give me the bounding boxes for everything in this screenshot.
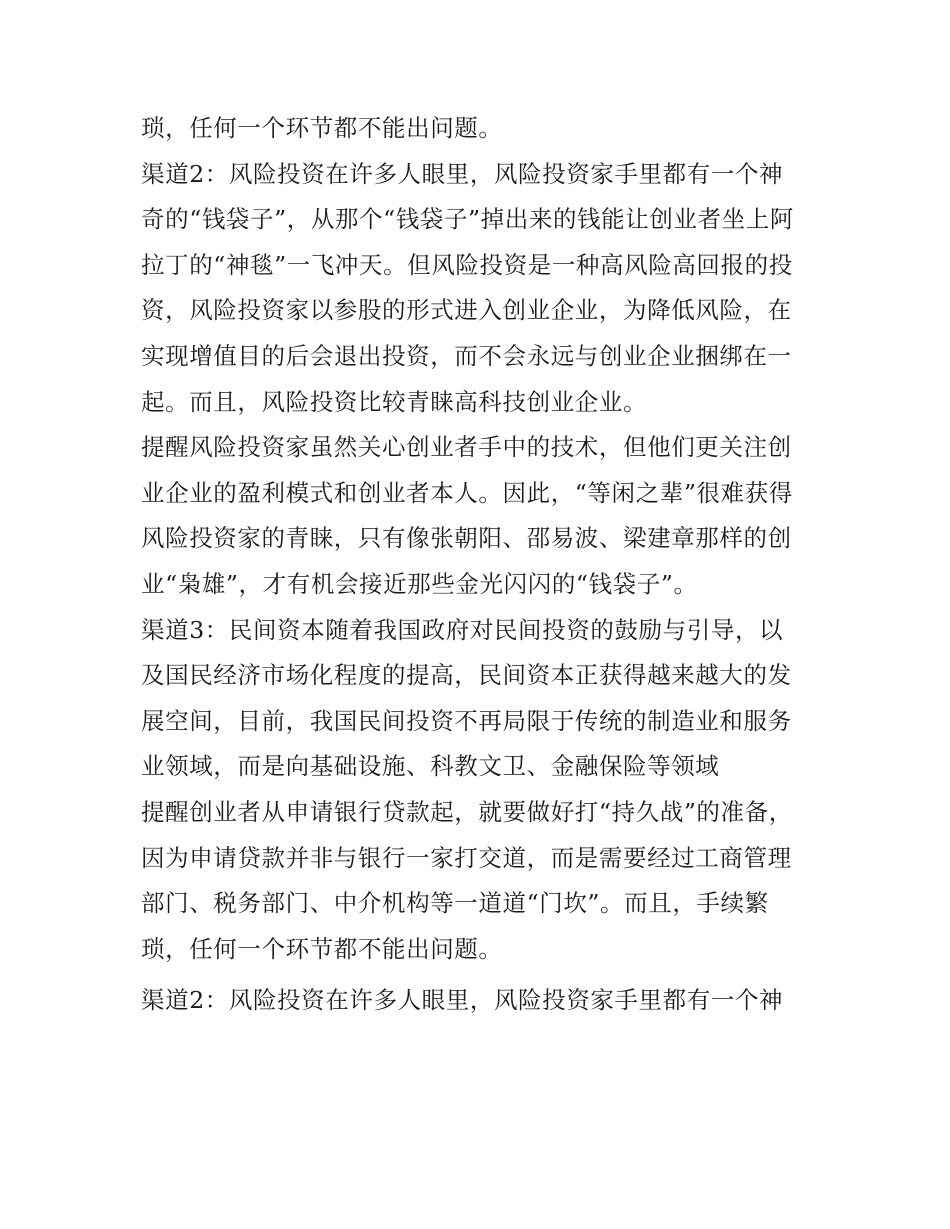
text-line: 奇的“钱袋子”，从那个“钱袋子”掉出来的钱能让创业者坐上阿 bbox=[141, 205, 794, 234]
text-line: 部门、税务部门、中介机构等一道道“门坎”。而且，手续繁 bbox=[141, 889, 769, 918]
document-body bbox=[141, 106, 821, 1024]
text-line: 琐，任何一个环节都不能出问题。 bbox=[141, 114, 503, 142]
text-line: 琐，任何一个环节都不能出问题。 bbox=[141, 934, 503, 963]
text-line: 渠道3：民间资本随着我国政府对民间投资的鼓励与引导，以 bbox=[141, 615, 784, 644]
text-line: 实现增值目的后会退出投资，而不会永远与创业企业捆绑在一 bbox=[141, 341, 792, 370]
text-line: 展空间，目前，我国民间投资不再局限于传统的制造业和服务 bbox=[141, 706, 792, 735]
text-line: 风险投资家的青睐，只有像张朝阳、邵易波、梁建章那样的创 bbox=[141, 524, 792, 553]
text-line: 拉丁的“神毯”一飞冲天。但风险投资是一种高风险高回报的投 bbox=[141, 250, 793, 279]
text-line: 业领域，而是向基础设施、科教文卫、金融保险等领域 bbox=[141, 752, 720, 781]
text-line: 业“枭雄”，才有机会接近那些金光闪闪的“钱袋子”。 bbox=[141, 569, 698, 598]
text-line: 资，风险投资家以参股的形式进入创业企业，为降低风险，在 bbox=[141, 296, 792, 325]
text-line: 提醒创业者从申请银行贷款起，就要做好打“持久战”的准备， bbox=[141, 797, 793, 826]
text-line: 因为申请贷款并非与银行一家打交道，而是需要经过工商管理 bbox=[141, 843, 792, 872]
text-line: 及国民经济市场化程度的提高，民间资本正获得越来越大的发 bbox=[141, 661, 792, 690]
text-line: 起。而且，风险投资比较青睐高科技创业企业。 bbox=[141, 387, 648, 416]
text-line: 渠道2：风险投资在许多人眼里，风险投资家手里都有一个神 bbox=[141, 986, 784, 1015]
text-line: 渠道2：风险投资在许多人眼里，风险投资家手里都有一个神 bbox=[141, 159, 784, 188]
text-line: 业企业的盈利模式和创业者本人。因此，“等闲之辈”很难获得 bbox=[141, 478, 793, 507]
text-line: 提醒风险投资家虽然关心创业者手中的技术，但他们更关注创 bbox=[141, 433, 792, 462]
